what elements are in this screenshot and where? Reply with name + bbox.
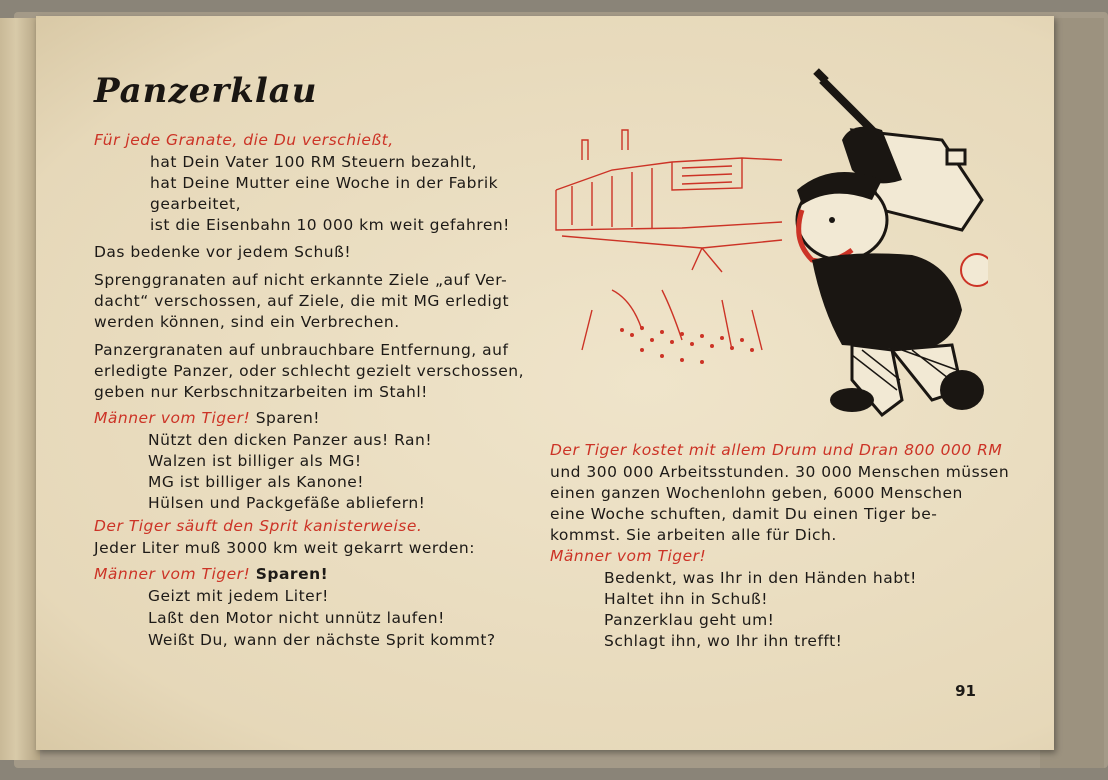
right-p2-line: Haltet ihn in Schuß! bbox=[604, 590, 769, 608]
right-p1-heading: Der Tiger kostet mit allem Drum und Dran 800 000 RM bbox=[550, 441, 1003, 459]
left-p4-line: erledigte Panzer, oder schlecht gezielt verschossen, bbox=[94, 362, 525, 380]
factory-icon bbox=[556, 130, 782, 350]
page bbox=[36, 16, 1054, 750]
page-number: 91 bbox=[955, 682, 976, 700]
left-p5-line: Walzen ist billiger als MG! bbox=[148, 452, 362, 470]
left-p5-heading: Männer vom Tiger! bbox=[94, 409, 251, 427]
right-p1-line: und 300 000 Arbeitsstunden. 30 000 Menschen müssen bbox=[550, 463, 1010, 481]
left-p4-line: geben nur Kerbschnitzarbeiten im Stahl! bbox=[94, 383, 428, 401]
right-p1-line: kommst. Sie arbeiten alle für Dich. bbox=[550, 526, 837, 544]
left-p6-heading: Der Tiger säuft den Sprit kanisterweise. bbox=[94, 517, 423, 535]
left-p1-heading: Für jede Granate, die Du verschießt, bbox=[94, 131, 394, 149]
left-p1-line: ist die Eisenbahn 10 000 km weit gefahren! bbox=[150, 216, 510, 234]
left-p2: Das bedenke vor jedem Schuß! bbox=[94, 243, 352, 261]
left-p1-line: gearbeitet, bbox=[150, 195, 242, 213]
left-p7-line: Laßt den Motor nicht unnütz laufen! bbox=[148, 609, 445, 627]
page-title: Panzerklau bbox=[94, 71, 318, 111]
right-p2-heading: Männer vom Tiger! bbox=[550, 547, 707, 565]
left-p7-line: Geizt mit jedem Liter! bbox=[148, 587, 329, 605]
left-p3-line: werden können, sind ein Verbrechen. bbox=[94, 313, 400, 331]
left-p5-line: Hülsen und Packgefäße abliefern! bbox=[148, 494, 426, 512]
left-p5-line: MG ist billiger als Kanone! bbox=[148, 473, 365, 491]
left-p1-line: hat Deine Mutter eine Woche in der Fabrik bbox=[150, 174, 499, 192]
left-p3-line: Sprenggranaten auf nicht erkannte Ziele „auf Ver- bbox=[94, 271, 508, 289]
left-p5-heading-row bbox=[94, 408, 320, 430]
left-p6-line: Jeder Liter muß 3000 km weit gekarrt werden: bbox=[94, 539, 475, 557]
right-p1-line: einen ganzen Wochenlohn geben, 6000 Menschen bbox=[550, 484, 963, 502]
crowd-icon bbox=[620, 326, 754, 364]
right-p2-line: Bedenkt, was Ihr in den Händen habt! bbox=[604, 569, 917, 587]
left-p1-line: hat Dein Vater 100 RM Steuern bezahlt, bbox=[150, 153, 478, 171]
right-p2-line: Panzerklau geht um! bbox=[604, 611, 775, 629]
left-p7-heading: Männer vom Tiger! bbox=[94, 565, 251, 583]
left-p3-line: dacht“ verschossen, auf Ziele, die mit MG erledigt bbox=[94, 292, 510, 310]
previous-page-edge bbox=[0, 18, 40, 760]
left-p5-heading-tail: Sparen! bbox=[255, 409, 321, 427]
right-p1-line: eine Woche schuften, damit Du einen Tiger be- bbox=[550, 505, 938, 523]
left-p7-line: Weißt Du, wann der nächste Sprit kommt? bbox=[148, 631, 496, 649]
left-p4-line: Panzergranaten auf unbrauchbare Entfernung, auf bbox=[94, 341, 509, 359]
left-p5-line: Nützt den dicken Panzer aus! Ran! bbox=[148, 431, 433, 449]
left-p7-heading-row bbox=[94, 564, 328, 586]
left-p7-heading-tail: Sparen! bbox=[255, 565, 329, 583]
right-p2-line: Schlagt ihn, wo Ihr ihn trefft! bbox=[604, 632, 843, 650]
tank-thief-cartoon-icon bbox=[552, 50, 988, 420]
